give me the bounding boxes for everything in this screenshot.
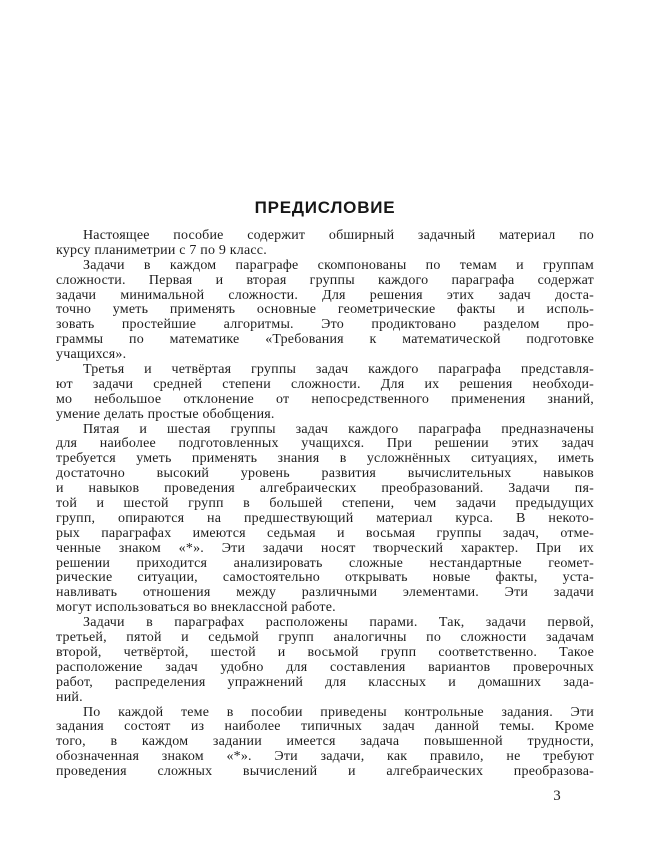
text-line: той и шестой групп в большей степени, чем задачи предыдущих: [56, 497, 594, 512]
paragraph: [56, 259, 594, 363]
page-number: 3: [553, 788, 561, 804]
text-line: Задачи в каждом параграфе скомпонованы по темам и группам: [83, 258, 594, 273]
text-line: требуется уметь применять знания в усложнённых ситуациях, иметь: [56, 452, 594, 467]
text-line: третьей, пятой и седьмой групп аналогичны по сложности задачам: [56, 631, 594, 646]
text-line: Третья и четвёртая группы задач каждого параграфа представля-: [83, 363, 594, 378]
text-line: навливать отношения между различными элементами. Эти задачи: [56, 586, 594, 601]
text-line: Настоящее пособие содержит обширный задачный материал по: [83, 229, 594, 243]
text-line: ний.: [56, 690, 83, 705]
text-line: Пятая и шестая группы задач каждого параграфа предназначены: [83, 422, 594, 437]
text-line: расположение задач удобно для составления вариантов проверочных: [56, 660, 594, 675]
text-line: По каждой теме в пособии приведены контрольные задания. Эти: [83, 705, 594, 720]
text-line: мо небольшое отклонение от непосредственного применения знаний,: [56, 392, 594, 407]
text-line: проведения сложных вычислений и алгебраических преобразова-: [56, 765, 594, 780]
text-line: для наиболее подготовленных учащихся. При решении этих задач: [56, 437, 594, 452]
paragraph: [56, 706, 594, 780]
paragraph: [56, 616, 594, 705]
text-line: задачи минимальной сложности. Для решения этих задач доста-: [56, 288, 594, 303]
text-line: могут использоваться во внеклассной работе.: [56, 601, 336, 616]
text-line: ченные знаком «*». Эти задачи носят творческий характер. При их: [56, 541, 594, 556]
text-line: учащихся».: [56, 348, 127, 363]
paragraph: [56, 229, 594, 259]
text-line: зовать простейшие алгоритмы. Это продиктовано разделом про-: [56, 318, 594, 333]
preface-text: [56, 229, 594, 780]
text-line: точно уметь применять основные геометрические факты и исполь-: [56, 303, 594, 318]
text-line: рых параграфах имеются седьмая и восьмая группы задач, отме-: [56, 526, 594, 541]
text-line: решении приходится анализировать сложные нестандартные геомет-: [56, 556, 594, 571]
text-line: рические ситуации, самостоятельно открывать новые факты, уста-: [56, 571, 594, 586]
text-line: Задачи в параграфах расположены парами. Так, задачи первой,: [83, 616, 594, 631]
text-line: второй, четвёртой, шестой и восьмой групп соответственно. Такое: [56, 645, 594, 660]
paragraph: [56, 363, 594, 423]
page-content: [56, 199, 594, 780]
text-line: работ, распределения упражнений для классных и домашних зада-: [56, 675, 594, 690]
text-line: ют задачи средней степени сложности. Для их решения необходи-: [56, 377, 594, 392]
text-line: сложности. Первая и вторая группы каждого параграфа содержат: [56, 273, 594, 288]
text-line: курсу планиметрии с 7 по 9 класс.: [56, 243, 267, 258]
paragraph: [56, 423, 594, 617]
text-line: граммы по математике «Требования к математической подготовке: [56, 333, 594, 348]
text-line: обозначенная знаком «*». Эти задачи, как правило, не требуют: [56, 750, 594, 765]
page-title: ПРЕДИСЛОВИЕ: [254, 198, 396, 217]
text-line: того, в каждом задании имеется задача повышенной трудности,: [56, 735, 594, 750]
text-line: задания состоят из наиболее типичных задач данной темы. Кроме: [56, 720, 594, 735]
text-line: и навыков проведения алгебраических преобразований. Задачи пя-: [56, 482, 594, 497]
text-line: достаточно высокий уровень развития вычислительных навыков: [56, 467, 594, 482]
text-line: умение делать простые обобщения.: [56, 407, 275, 422]
text-line: групп, опираются на предшествующий материал курса. В некото-: [56, 511, 594, 526]
